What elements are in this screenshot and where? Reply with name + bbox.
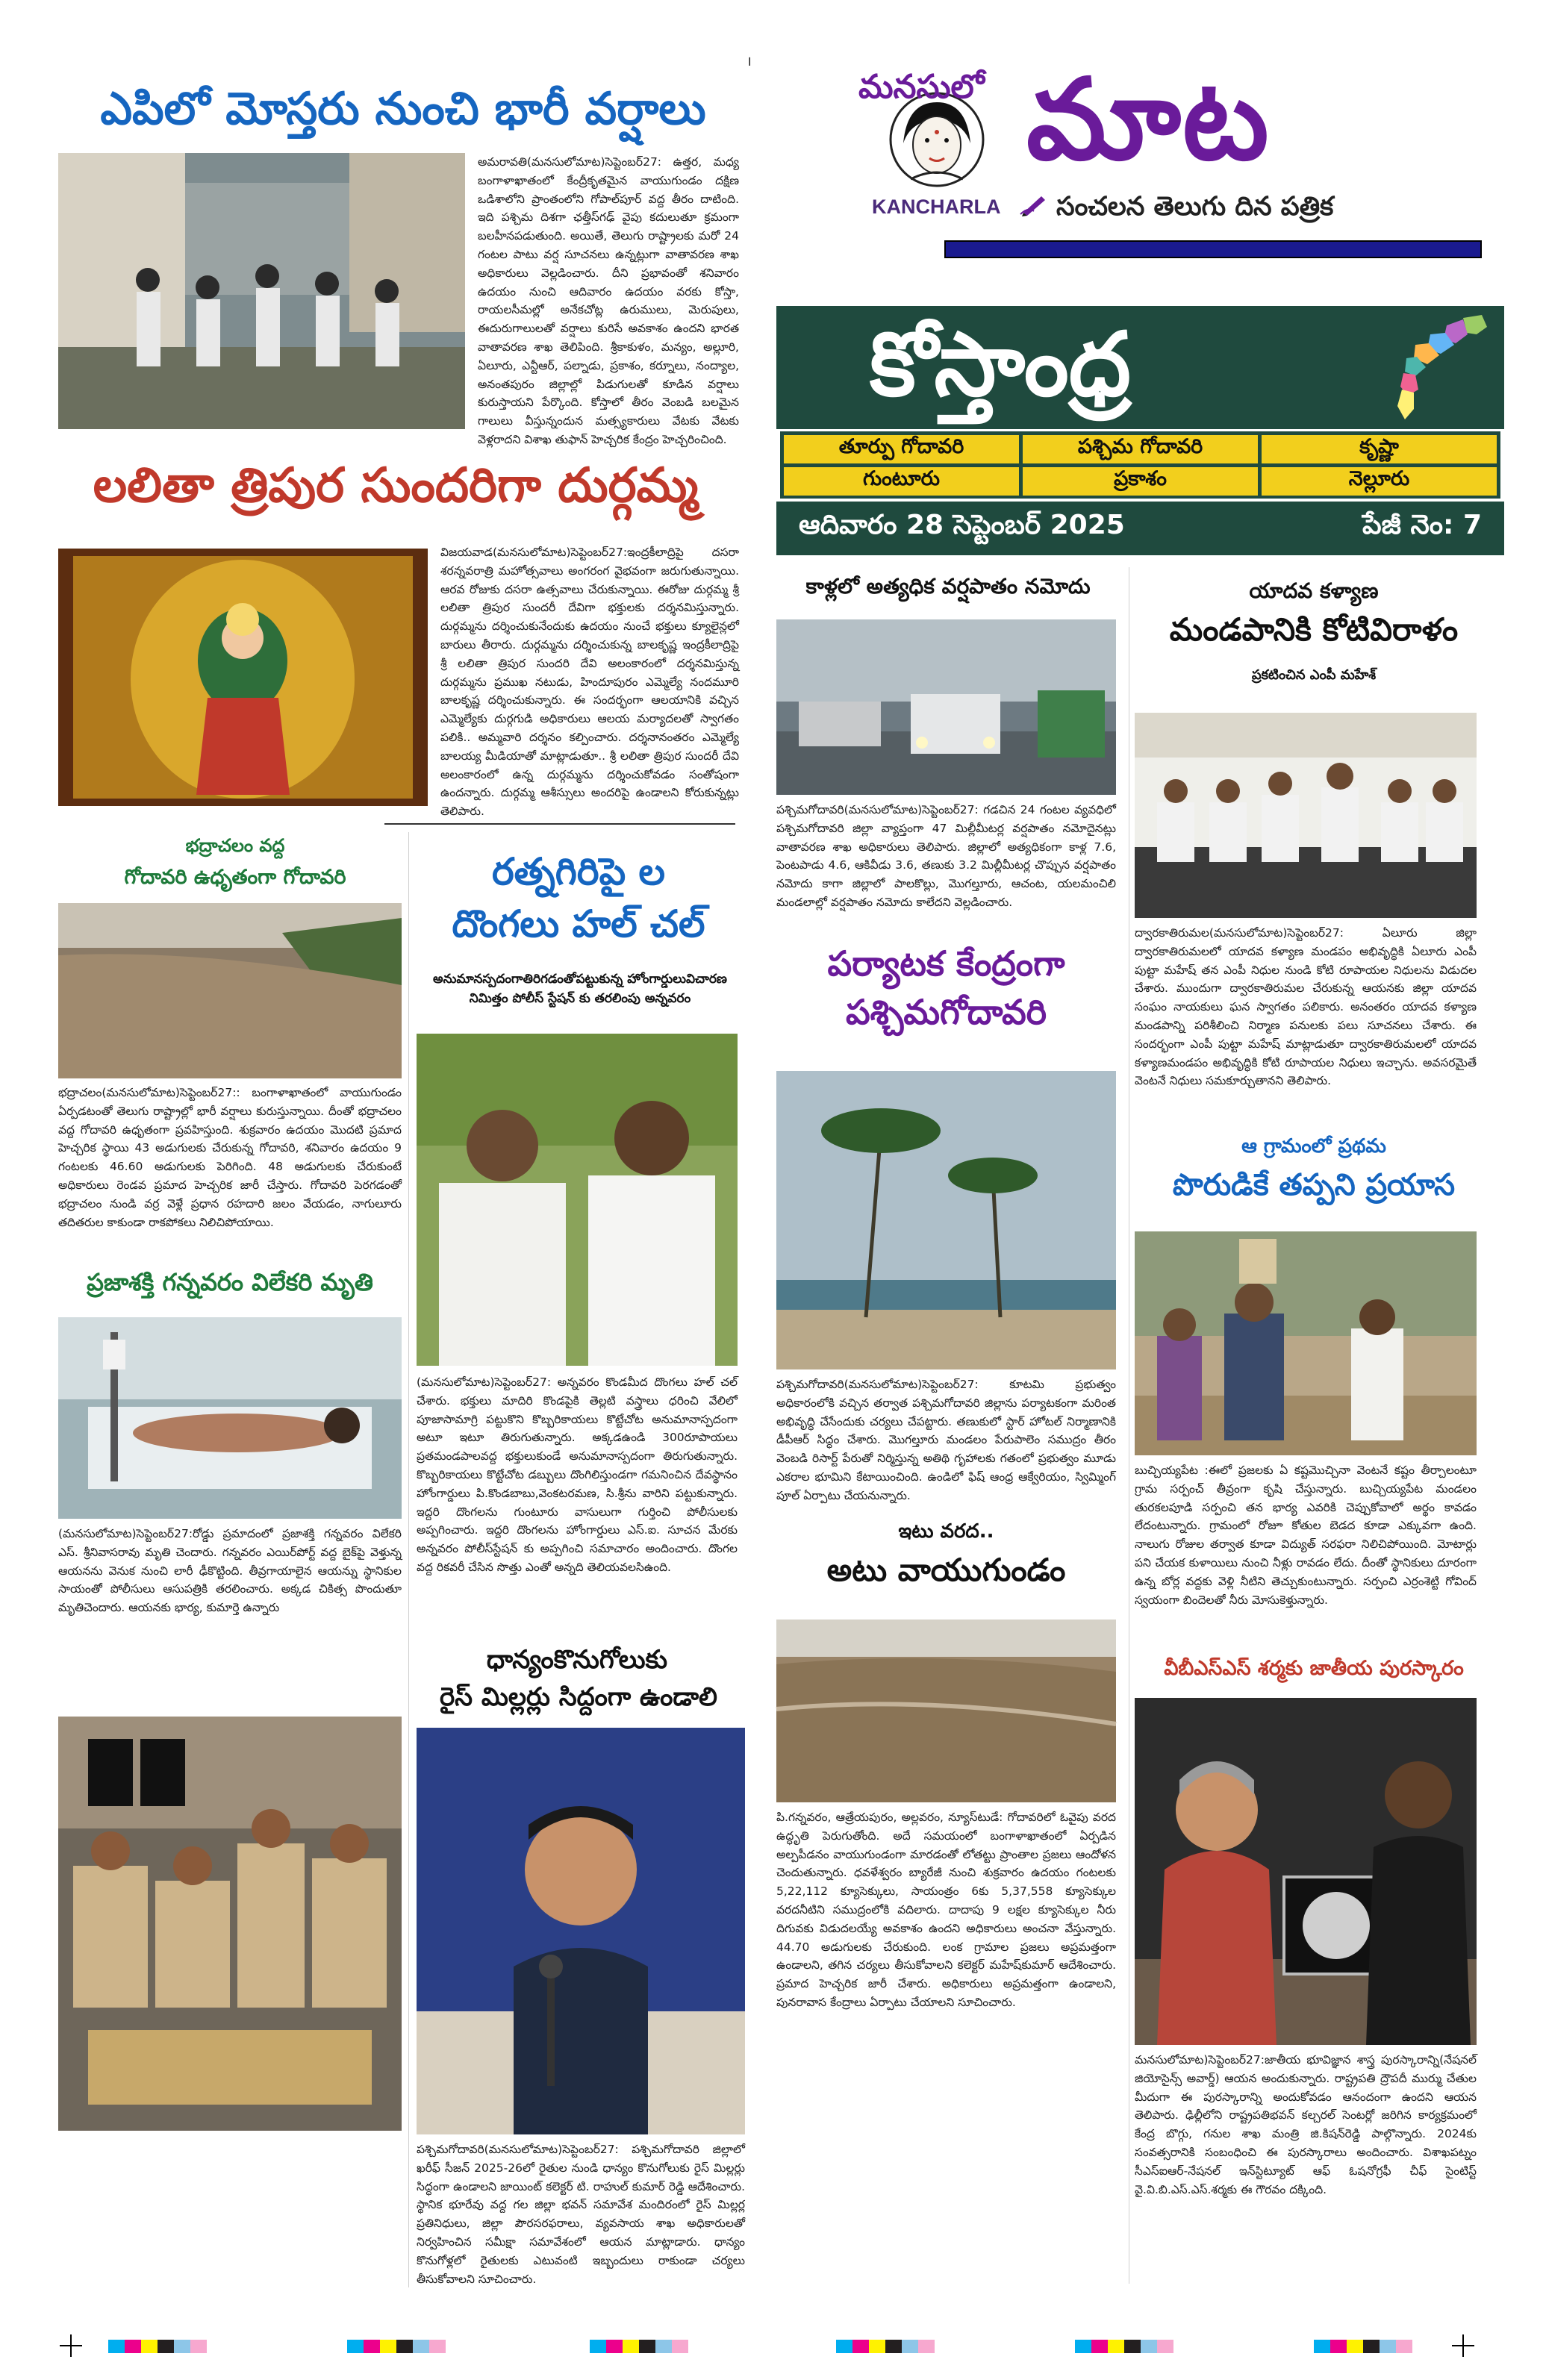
reporter-headline: ప్రజాశక్తి గన్నవరం విలేకరి మృతి [87,1268,373,1296]
paddy-headline-2: రైస్ మిల్లర్లు సిద్దంగా ఉండాలి [440,1682,717,1712]
arrest-photo [58,1717,402,2131]
ratnagiri-subhead: అనుమానస్పదంగాతిరిగడంతోపట్టుకున్న హోంగార్డులువిచారణ నిమిత్తం పోలీస్ స్టేషన్ కు తరలింపు అన్నవరం [433,972,727,1006]
award-body: మనసులోమాట)సెప్టెంబర్27:జాతీయ భూవిజ్ఞాన శాస్త్ర పురస్కారాన్ని(నేషనల్ జియోసైన్స్ అవార్డ్) ఆయన అందుకున్నారు. రాష్ట్రపతి ద్రౌపదీ ముర్ము చేతుల మీదుగా ఈ పురస్కారాన్ని అందుకోవడం ఆనందంగా ఉందని ఆయన తెలిపారు. ఢిల్లీలోని రాష్ట్రపతిభవన్ కల్చరల్ సెంటర్లో జరిగిన కార్యక్రమంలో కేంద్ర బొగ్గు, గనుల శాఖ మంత్రి జి.కిషన్‌రెడ్డి పాల్గొన్నారు. 2024కు సంవత్సరానికి సంబంధించి ఈ పురస్కారాలు అందించారు. విశాఖపట్నం సీఎస్ఐఆర్-నేషనల్ ఇన్‌స్టిట్యూట్ ఆఫ్ ఓషనోగ్రఫీ చీఫ్ సైంటిస్ట్ వై.వి.బి.ఎస్.ఎస్.శర్మకు ఈ గౌరవం దక్కింది. [1135,2053,1477,2196]
rain-photo [58,153,465,429]
ratnagiri-body: (మనసులోమాట)సెప్టెంబర్27: అన్నవరం కొండమీద దొంగలు హల్ చల్ చేశారు. భక్తులు మాదిరి కొండపైకి తెల్లటి వస్త్రాలు ధరించి వేలిలో పూజాసామాగ్రి పట్టుకొని కొబ్బరికాయలు కొట్టేచోట అనుమానాస్పదంగా అటూ ఇటూ తిరుగుతున్నారు. అక్కడఉండి 300రూపాయలు ప్రతమండపాలవద్ద భక్తులుకుండే అనుమానాస్పదంగా తిరుగుతున్నారు. కొబ్బరికాయలు కొట్టేచోట డబ్బులు దొంగిలిస్తుండగా గమనించిన దేవస్థానం హోంగార్డులు పి.కొండబాబు,వెంకటరమణ, సి.శ్రీను వారిని పట్టుకున్నారు. ఇద్దరి దొంగలను గుంటూరు వాసులుగా గుర్తించి పోలీసులకు అప్పగించారు. ఇద్దరి దొంగలను హోంగార్డులు ఎస్.ఐ. సూచన మేరకు అన్నవరం పోలీస్‌స్టేషన్ కు అప్పగించి సమాచారం అందించారు. దొంగల వద్ద రికవరీ చేసిన సొత్తు ఎంతో అన్నది తెలియవలసిఉంది. [417,1375,738,1574]
masthead [776,54,1504,304]
ratnagiri-headline-1: రత్నగిరిపై ల [491,850,665,893]
award-headline: వీబీఎస్ఎస్ శర్మకు జాతీయ పురస్కారం [1164,1657,1464,1680]
edition-title: కోస్తాంధ్ర [870,312,1131,416]
crop-mark-left [60,2334,82,2357]
ratnagiri-photo [417,1034,738,1366]
flood-body: పి.గన్నవరం, ఆత్రేయపురం, అల్లవరం, న్యూస్‌టుడే: గోదావరిలో ఓవైపు వరద ఉద్ధృతి పెరుగుతోంది. అదే సమయంలో బంగాళాఖాతంలో ఏర్పడిన అల్పపీడనం వాయుగుండంగా మారడంతో లోతట్టు ప్రాంతాల ప్రజలు ఆందోళన చెందుతున్నారు. ధవళేశ్వరం బ్యారేజీ నుంచి శుక్రవారం ఉదయం గంటలకు 5,22,112 క్యూసెక్కులు, సాయంత్రం 6కు 5,37,558 క్యూసెక్కుల వరదనీటిని సముద్రంలోకి వదిలారు. దాదాపు 9 లక్షల క్యూసెక్కుల నీరు దిగువకు విడుదలయ్యే అవకాశం ఉందని అధికారులు అంచనా వేస్తున్నారు. 44.70 అడుగులకు చేరుకుంది. లంక గ్రామాల ప్రజలు అప్రమత్తంగా ఉండాలని, తగిన చర్యలు తీసుకోవాలని కలెక్టర్ మహేష్‌కుమార్ ఆదేశించారు. ప్రమాద హెచ్చరిక జారీ చేశారు. అధికారులు అప్రమత్తంగా ఉండాలని, పునరావాస కేంద్రాలు ఏర్పాటు చేయాలని సూచించారు. [776,1811,1116,2009]
yadava-body: ద్వారకాతిరుమల(మనసులోమాట)సెప్టెంబర్27: ఏలూరు జిల్లా ద్వారకాతిరుమలలో యాదవ కళ్యాణ మండపం అభివృద్ధికి ఏలూరు ఎంపీ పుట్టా మహేష్ తన ఎంపీ నిధుల నుండి కోటి రూపాయల నిధులను విడుదల చేశారు. ముందుగా ద్వారకాతిరుమల చేరుకున్న ఆయనకు జిల్లా యాదవ సంఘం నాయకులు ఘన స్వాగతం పలికారు. అనంతరం యాదవ కళ్యాణ మండపాన్ని పరిశీలించి నిర్మాణ పనులకు పలు సూచనలు చేశారు. ఈ సందర్భంగా ఎంపీ పుట్టా మహేష్ మాట్లాడుతూ ద్వారకాతిరుమలలో యాదవ కళ్యాణమండపం అభివృద్ధికి కోటి రూపాయల నిధులు ఇచ్చాను. అవసరమైతే వెంటనే నిధులు సమకూర్చుతానని తెలిపారు. [1135,926,1477,1088]
durga-photo [58,549,428,806]
color-bar-2 [347,2340,446,2353]
rain-body: అమరావతి(మనసులోమాట)సెప్టెంబర్27: ఉత్తర, మధ్య బంగాళాఖాతంలో కేంద్రీకృతమైన వాయుగుండం దక్షిణ ఒడిశాలోని ప్రాంతంలోని గోపాల్‌పూర్ వద్ద తీరం దాటింది. ఇది పశ్చిమ దిశగా ఛత్తీస్‌గఢ్ వైపు కదులుతూ క్రమంగా బలహీనపడుతుంది. అయితే, తెలుగు రాష్ట్రాలకు మరో 24 గంటల పాటు వర్ష సూచనలు ఉన్నట్లుగా వాతావరణ శాఖ అధికారులు వెల్లడించారు. దీని ప్రభావంతో శనివారం ఉదయం నుంచి ఆదివారం ఉదయం వరకు కోస్తా, రాయలసీమల్లో అనేకచోట్ల ఉరుములు, మెరుపులు, ఈదురుగాలులతో వర్షాలు కురిసే అవకాశం ఉందని భారత వాతావరణ శాఖ తెలిపింది. శ్రీకాకుళం, మన్యం, అల్లూరి, ఏలూరు, ఎన్టీఆర్, పల్నాడు, ప్రకాశం, కర్నూలు, నంద్యాల, అనంతపురం జిల్లాల్లో పిడుగులతో కూడిన వర్షాలు కురుస్తాయని పేర్కొంది. కోస్తాలో తీరం వెంబడి బలమైన గాలులు వీస్తున్నందున మత్స్యకారులు వేటకు వేటకు వెళ్లరాదని విశాఖ తుఫాన్ హెచ్చరిక కేంద్రం హెచ్చరించింది. [478,155,739,446]
flood-photo [776,1620,1116,1802]
edition-panel [776,306,1504,429]
crop-mark-right [1452,2334,1474,2357]
pen-icon [1019,192,1049,217]
fake-ci-body [58,2138,402,2280]
top-mark: । [746,54,752,69]
brand-main: మాట [1026,54,1271,185]
godavari-photo [58,903,402,1078]
kalla-rain-body: పశ్చిమగోదావరి(మనసులోమాట)సెప్టెంబర్27: గడచిన 24 గంటల వ్యవధిలో పశ్చిమగోదావరి జిల్లా వ్యాప్తంగా 47 మిల్లీమీటర్ల వర్షపాతం నమోదైనట్లు వాతావరణ శాఖ అధికారులు తెలిపారు. జిల్లాలో అత్యధికంగా కాళ్ల 7.6, పెంటపాడు 4.6, ఆకివీడు 3.6, తణుకు 3.2 మిల్లీమీటర్ల చొప్పున వర్షపాతం నమోదు కాగా జిల్లాలో పాలకొల్లు, మొగల్తూరు, ఆచంట, యలమంచిలి మండలాల్లో వర్షపాతం నమోదు కాలేదని వెల్లడించారు. [776,803,1116,909]
color-bar-3 [590,2340,688,2353]
award-photo [1135,1698,1477,2045]
tourism-body: పశ్చిమగోదావరి(మనసులోమాట)సెప్టెంబర్27: కూటమి ప్రభుత్వం అధికారంలోకి వచ్చిన తర్వాత పశ్చిమగోదావరి జిల్లాను పర్యాటకంగా మరింత అభివృద్ధి చేసేందుకు చర్యలు చేపట్టారు. తణుకులో స్టార్ హోటల్ నిర్మాణానికి డీపీఆర్ సిద్ధం చేశారు. మొగల్తూరు మండలం పేరుపాలెం సముద్రం తీరం వెంబడి రిసార్ట్ పేరుతో నిర్మిస్తున్న అతిథి గృహాలకు గతంలో ప్రభుత్వం మూడు ఎకరాల భూమిని కేటాయించింది. ఉండిలో ఫిష్ ఆంధ్ర ఆక్వేరియం, స్విమ్మింగ్ పూల్ ఏర్పాటు చేయనున్నారు. [776,1378,1116,1502]
collector-photo [417,1728,745,2134]
region-prakasam: ప్రకాశం [1023,467,1258,496]
bhadrachalam-body: భద్రాచలం(మనసులోమాట)సెప్టెంబర్27:: బంగాళాఖాతంలో వాయుగుండం ఏర్పడటంతో తెలుగు రాష్ట్రాల్లో భారీ వర్షాలు కురుస్తున్నాయి. దీంతో భద్రాచలం వద్ద గోదావరి ఉధృతంగా ప్రవహిస్తుంది. శుక్రవారం ఉదయం మొదటి ప్రమాద హెచ్చరిక స్థాయి 43 అడుగులకు చేరుకున్న గోదావరి, శనివారం ఉదయం 9 గంటలకు 46.60 అడుగులకు పెరిగింది. 48 అడుగులకు చేరుకుంటే అధికారులు రెండవ ప్రమాద హెచ్చరిక జారీ చేస్తారు. గోదావరి పెరగడంతో భద్రాచలం నుండి వర్ర వెళ్లే ప్రధాన రహదారి జలం వేయడం, నాగులూరు తదితరుల కాకుండా రాకపోకలు నిలిచిపోయాయి. [58,1086,402,1229]
state-map-icon [1388,312,1493,424]
traffic-photo [776,619,1116,795]
publisher-name: KANCHARLA [872,196,1001,218]
brand-prefix: మనసులో [858,68,985,106]
flood-kicker: ఇటు వరద.. [898,1520,994,1543]
ratnagiri-headline-2: దొంగలు హల్ చల్ [452,902,705,946]
beach-photo [776,1071,1116,1369]
yadava-headline: మండపానికి కోటివిరాళం [1169,611,1459,648]
region-grid [780,431,1500,499]
village-headline: పొరుడికే తప్పని ప్రయాస [1172,1168,1456,1202]
page-number: పేజీ నెం: 7 [1362,510,1482,540]
yadava-kicker: యాదవ కళ్యాణ [1249,578,1379,603]
masthead-bar [944,240,1482,258]
date-bar [776,502,1504,555]
col-rule-1 [408,832,409,2287]
tourism-headline-2: పశ్చిమగోదావరి [845,992,1047,1032]
village-kicker: ఆ గ్రామంలో ప్రథమ [1241,1135,1386,1158]
yadava-photo [1135,713,1477,918]
paddy-body: పశ్చిమగోదావరి(మనసులోమాట)సెప్టెంబర్27: పశ్చిమగోదావరి జిల్లాలో ఖరీఫ్ సీజన్ 2025-26లో రైతుల నుండి ధాన్యం కొనుగోలుకు రైస్ మిల్లర్లు సిద్ధంగా ఉండాలని జాయింట్ కలెక్టర్ టి. రాహుల్ కుమార్ రెడ్డి ఆదేశించారు. స్థానిక భూరేవు వద్ద గల జిల్లా భవన్ సమావేశ మందిరంలో రైస్ మిల్లర్ల ప్రతినిధులు, జిల్లా పౌరసరఫరాలు, వ్యవసాయ శాఖ అధికారులతో నిర్వహించిన సమీక్షా సమావేశంలో ఆయన మాట్లాడారు. ధాన్యం కొనుగోళ్లలో రైతులకు ఎటువంటి ఇబ్బందులు రాకుండా చర్యలు తీసుకోవాలని సూచించారు. [417,2143,745,2286]
village-photo [1135,1231,1477,1455]
region-west-godavari: పశ్చిమ గోదావరి [1023,435,1258,463]
village-body: బుచ్చియ్యపేట :ఈలో ప్రజలకు ఏ కష్టమొచ్చినా వెంటనే కష్టం తీర్చాలంటూ గ్రామ సర్పంచ్ తీవ్రంగా కృషి చేస్తున్నారు. బుచ్చియ్యపేట మండలం తురకలపూడి సర్పంచి తన భార్య ఎవరికి చెప్పుకోవాలో అర్థం కావడం లేదంటున్నారు. గ్రామంలో రోజూ కోతుల బెడద కూడా ఎక్కువగా ఉంది. నాలుగు రోజుల తర్వాత కూడా విద్యుత్ సరఫరా నిలిచిపోయింది. మోటార్లు పని చేయక కుళాయిలు నుంచి నీళ్లు రావడం లేదు. దీంతో స్థానికులు దూరంగా ఉన్న బోర్ల వద్దకు వెళ్లి నీటిని తెచ్చుకుంటున్నారు. సర్పంచి ఎర్రంశెట్టి గోవింద్ స్వయంగా బిందెలతో నీరు మోసుకెళ్తున్నారు. [1135,1464,1477,1607]
durga-headline: లలితా త్రిపుర సుందరిగా దుర్గమ్మ [93,458,699,513]
paddy-headline-1: ధాన్యంకొనుగోలుకు [486,1645,668,1675]
tourism-headline-1: పర్యాటక కేంద్రంగా [827,943,1065,984]
rain-headline: ఎపిలో మోస్తరు నుంచి భారీ వర్షాలు [100,83,706,135]
color-bar-6 [1314,2340,1412,2353]
durga-body: విజయవాడ(మనసులోమాట)సెప్టెంబర్27:ఇంద్రకీలాద్రిపై దసరా శరన్నవరాత్రి మహోత్సవాలు అంగరంగ వైభవంగా జరుగుతున్నాయి. ఆరవ రోజుకు దసరా ఉత్సవాలు చేరుకున్నాయి. ఈరోజు దుర్గమ్మ శ్రీ లలితా త్రిపుర సుందరీ దేవిగా భక్తులకు దర్శనమిస్తున్నారు. దుర్గమ్మను దర్శించుకునేందుకు ఉదయం నుంచే భక్తులు క్యూలైన్లలో బారులు తీరారు. దుర్గమ్మను దర్శించుకున్న బాలకృష్ణ ఇంద్రకీలాద్రిపై శ్రీ లలితా త్రిపుర సుందరి దేవి అలంకారంలో దర్శనమిస్తున్న దుర్గమ్మను ప్రముఖ నటుడు, హిందూపురం ఎమ్మెల్యే నందమూరి బాలకృష్ణ దర్శించుకున్నారు. ఈ సందర్భంగా ఆలయానికి వచ్చిన ఎమ్మెల్యేకు దుర్గగుడి అధికారులు ఆలయ మర్యాదలతో స్వాగతం పలికి.. అమ్మవారి దర్శనం కల్పించారు. దర్శనానంతరం ఎమ్మెల్యే బాలయ్య మీడియాతో మాట్లాడుతూ.. శ్రీ లలితా త్రిపుర సుందరీ దేవి అలంకారంలో ఉన్న దుర్గమ్మను దర్శించుకోవడం సంతోషంగా ఉందన్నారు. దుర్గమ్మ ఆశీస్సులు అందరిపై ఉండాలని కోరుకున్నట్లు తెలిపారు. [440,546,739,819]
color-bar-1 [108,2340,207,2353]
color-bar-4 [836,2340,935,2353]
issue-date: ఆదివారం 28 సెప్టెంబర్ 2025 [799,510,1125,540]
bhadrachalam-headline: గోదావరి ఉధృతంగా గోదావరి [124,866,346,889]
flood-headline: అటు వాయుగుండం [826,1552,1066,1588]
kalla-rain-headline: కాళ్లలో అత్యధిక వర్షపాతం నమోదు [805,574,1091,599]
region-nellore: నెల్లూరు [1262,467,1497,496]
yadava-subhead: ప్రకటించిన ఎంపీ మహేశ్ [1251,667,1377,683]
bhadrachalam-kicker: భద్రాచలం వద్ద [185,835,285,856]
region-krishna: కృష్ణా [1262,435,1497,463]
left-divider [384,823,735,825]
reporter-body: (మనసులోమాట)సెప్టెంబర్27:రోడ్డు ప్రమాదంలో ప్రజాశక్తి గన్నవరం విలేకరి ఎస్. శ్రీనివాసరావు మృతి చెందారు. గన్నవరం ఎయిర్‌పోర్ట్ వద్ద బైక్‌పై వెళ్తున్న ఆయనను వెనుక నుంచి లారీ ఢీకొట్టింది. తీవ్రగాయాలైన ఆయన్ను స్థానికుల సాయంతో పోలీసులు ఆసుపత్రికి తరలించారు. అక్కడ చికిత్స పొందుతూ మృతిచెందారు. ఆయనకు భార్య, కుమార్తె ఉన్నారు [58,1527,402,1615]
color-bar-5 [1075,2340,1173,2353]
hospital-photo [58,1317,402,1519]
region-guntur: గుంటూరు [784,467,1019,496]
tagline: సంచలన తెలుగు దిన పత్రిక [1056,192,1334,222]
region-east-godavari: తూర్పు గోదావరి [784,435,1019,463]
